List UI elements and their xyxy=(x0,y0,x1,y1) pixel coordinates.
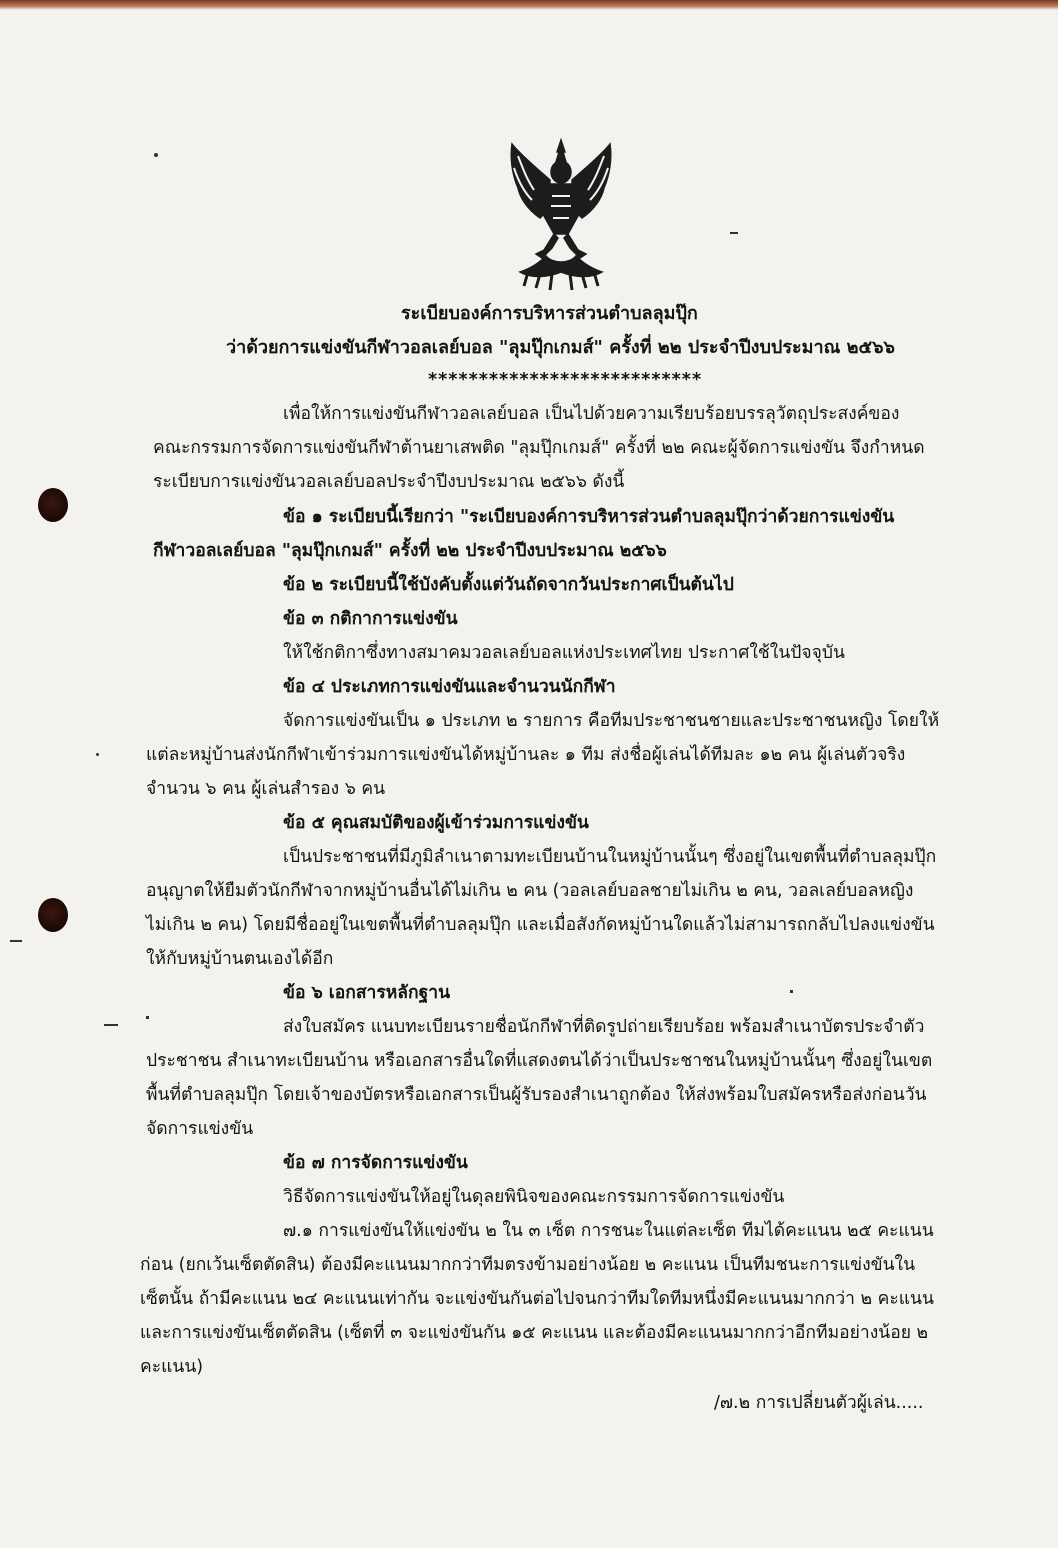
clause-6-heading: ข้อ ๖ เอกสารหลักฐาน xyxy=(283,983,451,1003)
clause-4-line-2: แต่ละหมู่บ้านส่งนักกีฬาเข้าร่วมการแข่งขันได้หมู่บ้านละ ๑ ทีม ส่งชื่อผู้เล่นได้ทีมละ ๑๒ คน ผู้เล่นตัวจริง xyxy=(146,745,906,765)
intro-line-1: เพื่อให้การแข่งขันกีฬาวอลเลย์บอล เป็นไปด้วยความเรียบร้อยบรรลุวัตถุประสงค์ของ xyxy=(283,404,900,424)
clause-4-line-3: จำนวน ๖ คน ผู้เล่นสำรอง ๖ คน xyxy=(146,779,386,799)
clause-5-line-3: ไม่เกิน ๒ คน) โดยมีชื่ออยู่ในเขตพื้นที่ตำบลลุมปุ๊ก และเมื่อสังกัดหมู่บ้านใดแล้วไม่สามารถกลับไปลงแข่งขัน xyxy=(146,915,935,935)
title-separator: *************************** xyxy=(428,370,703,390)
punch-hole-bottom xyxy=(38,898,68,932)
speck xyxy=(790,990,793,993)
clause-7-1-line-3: เซ็ตนั้น ถ้ามีคะแนน ๒๔ คะแนนเท่ากัน จะแข่งขันกันต่อไปจนกว่าทีมใดทีมหนึ่งมีคะแนนมากกว่า ๒ คะแนน xyxy=(140,1289,934,1309)
intro-line-2: คณะกรรมการจัดการแข่งขันกีฬาต้านยาเสพติด "ลุมปุ๊กเกมส์" ครั้งที่ ๒๒ คณะผู้จัดการแข่งขัน จึงกำหนด xyxy=(153,438,925,458)
clause-6-line-1: ส่งใบสมัคร แนบทะเบียนรายชื่อนักกีฬาที่ติดรูปถ่ายเรียบร้อย พร้อมสำเนาบัตรประจำตัว xyxy=(283,1017,925,1037)
speck xyxy=(146,1016,149,1019)
clause-5-line-2: อนุญาตให้ยืมตัวนักกีฬาจากหมู่บ้านอื่นได้ไม่เกิน ๒ คน (วอลเลย์บอลชายไม่เกิน ๒ คน, วอลเลย์บอลหญิง xyxy=(146,881,914,901)
clause-7-text: วิธีจัดการแข่งขันให้อยู่ในดุลยพินิจของคณะกรรมการจัดการแข่งขัน xyxy=(283,1187,785,1207)
clause-5-line-4: ให้กับหมู่บ้านตนเองได้อีก xyxy=(146,949,334,969)
clause-6-line-3: พื้นที่ตำบลลุมปุ๊ก โดยเจ้าของบัตรหรือเอกสารเป็นผู้รับรองสำเนาถูกต้อง ให้ส่งพร้อมใบสมัครหรือส่งก่อนวัน xyxy=(146,1085,927,1105)
document-title-line-1: ระเบียบองค์การบริหารส่วนตำบลลุมปุ๊ก xyxy=(401,303,698,324)
page-continuation: /๗.๒ การเปลี่ยนตัวผู้เล่น..... xyxy=(714,1393,924,1413)
clause-1-line-2: กีฬาวอลเลย์บอล "ลุมปุ๊กเกมส์" ครั้งที่ ๒๒ ประจำปีงบประมาณ ๒๕๖๖ xyxy=(153,541,667,561)
clause-6-line-4: จัดการแข่งขัน xyxy=(146,1119,254,1139)
clause-5-heading: ข้อ ๕ คุณสมบัติของผู้เข้าร่วมการแข่งขัน xyxy=(283,813,589,833)
clause-7-1-line-1: ๗.๑ การแข่งขันให้แข่งขัน ๒ ใน ๓ เซ็ต การชนะในแต่ละเซ็ต ทีมได้คะแนน ๒๕ คะแนน xyxy=(283,1221,934,1241)
punch-hole-top xyxy=(38,488,68,522)
speck xyxy=(154,153,158,157)
speck xyxy=(730,232,738,234)
speck xyxy=(10,940,22,942)
garuda-emblem-icon xyxy=(506,138,616,294)
document-title-line-2: ว่าด้วยการแข่งขันกีฬาวอลเลย์บอล "ลุมปุ๊กเกมส์" ครั้งที่ ๒๒ ประจำปีงบประมาณ ๒๕๖๖ xyxy=(226,337,895,358)
clause-4-line-1: จัดการแข่งขันเป็น ๑ ประเภท ๒ รายการ คือทีมประชาชนชายและประชาชนหญิง โดยให้ xyxy=(283,711,940,731)
speck xyxy=(96,753,99,756)
clause-3-text: ให้ใช้กติกาซึ่งทางสมาคมวอลเลย์บอลแห่งประเทศไทย ประกาศใช้ในปัจจุบัน xyxy=(283,643,845,663)
speck xyxy=(104,1024,118,1026)
clause-5-line-1: เป็นประชาชนที่มีภูมิลำเนาตามทะเบียนบ้านในหมู่บ้านนั้นๆ ซึ่งอยู่ในเขตพื้นที่ตำบลลุมปุ๊ก xyxy=(283,847,937,867)
clause-7-1-line-4: และการแข่งขันเซ็ตตัดสิน (เซ็ตที่ ๓ จะแข่งขันกัน ๑๕ คะแนน และต้องมีคะแนนมากกว่าอีกทีมอย่างน้อย ๒ xyxy=(140,1323,929,1343)
clause-3-heading: ข้อ ๓ กติกาการแข่งขัน xyxy=(283,609,458,629)
clause-6-line-2: ประชาชน สำเนาทะเบียนบ้าน หรือเอกสารอื่นใดที่แสดงตนได้ว่าเป็นประชาชนในหมู่บ้านนั้นๆ ซึ่งอยู่ในเขต xyxy=(146,1051,933,1071)
clause-1-line-1: ข้อ ๑ ระเบียบนี้เรียกว่า "ระเบียบองค์การบริหารส่วนตำบลลุมปุ๊กว่าด้วยการแข่งขัน xyxy=(283,507,895,527)
clause-7-1-line-2: ก่อน (ยกเว้นเซ็ตตัดสิน) ต้องมีคะแนนมากกว่าทีมตรงข้ามอย่างน้อย ๒ คะแนน เป็นทีมชนะการแข่งขันใน xyxy=(140,1255,916,1275)
intro-line-3: ระเบียบการแข่งขันวอลเลย์บอลประจำปีงบประมาณ ๒๕๖๖ ดังนี้ xyxy=(153,472,625,492)
page-top-edge xyxy=(0,0,1058,10)
clause-7-heading: ข้อ ๗ การจัดการแข่งขัน xyxy=(283,1153,468,1173)
clause-7-1-line-5: คะแนน) xyxy=(140,1357,204,1377)
clause-4-heading: ข้อ ๔ ประเภทการแข่งขันและจำนวนนักกีฬา xyxy=(283,677,616,697)
clause-2: ข้อ ๒ ระเบียบนี้ใช้บังคับตั้งแต่วันถัดจากวันประกาศเป็นต้นไป xyxy=(283,575,734,595)
